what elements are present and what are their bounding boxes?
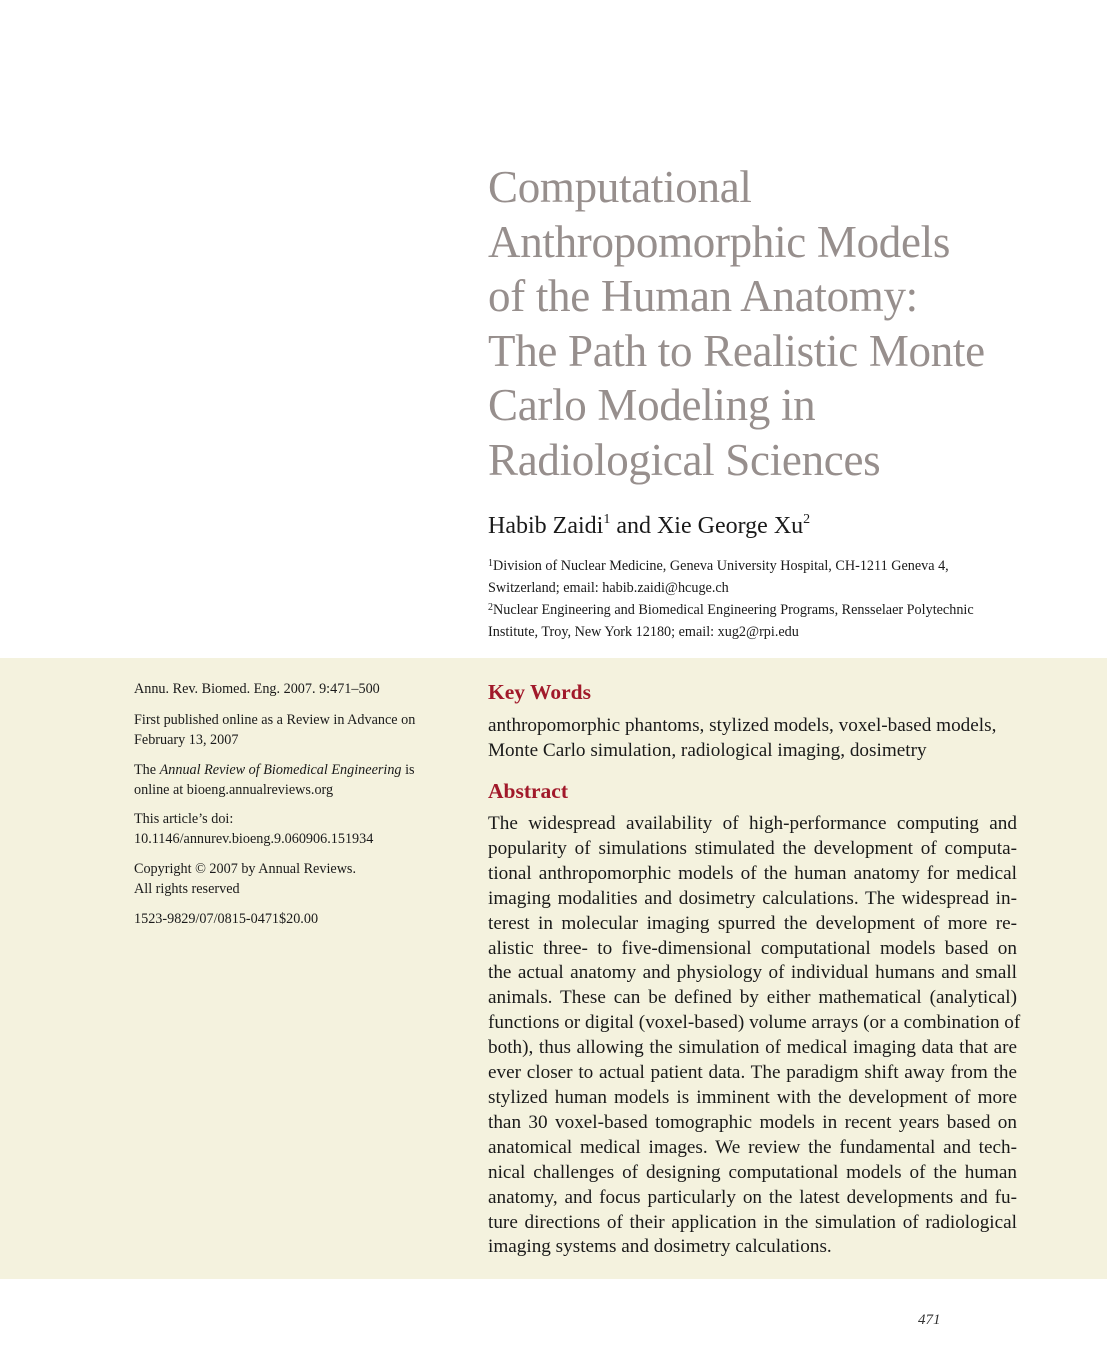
affiliation-text: Switzerland; email: habib.zaidi@hcuge.ch [488, 580, 729, 596]
copyright-info [134, 860, 454, 899]
abstract-line: animals. These can be defined by either mathematical (analytical) [488, 987, 1017, 1009]
journal-suffix: is [401, 762, 415, 778]
journal-url: online at bioeng.annualreviews.org [134, 781, 334, 798]
abstract-line: than 30 voxel-based tomographic models in recent years based on [488, 1111, 1017, 1133]
publication-info [134, 711, 454, 750]
affiliation-text: Nuclear Engineering and Biomedical Engineering Programs, Rensselaer Polytechnic [493, 602, 974, 618]
journal-line [134, 761, 454, 781]
abstract-line: The widespread availability of high-performance computing and [488, 813, 1017, 834]
key-words-line: anthropomorphic phantoms, stylized models, voxel-based models, [488, 715, 997, 736]
affiliation-marker: 1 [488, 558, 493, 569]
journal-prefix: The [134, 762, 160, 778]
author-name: Xie George Xu [656, 513, 804, 539]
abstract-line: anatomy, and focus particularly on the latest developments and fu- [488, 1186, 1017, 1208]
abstract-line: tional anthropomorphic models of the human anatomy for medical [488, 862, 1017, 884]
key-words-list [488, 714, 1017, 764]
author-connector: and [610, 513, 657, 539]
author-name: Habib Zaidi [488, 513, 604, 539]
title-line: Anthropomorphic Models [488, 216, 951, 267]
title-line: Radiological Sciences [488, 434, 881, 485]
abstract-line: imaging systems and dosimetry calculations. [488, 1236, 832, 1258]
published-text: First published online as a Review in Advance on [134, 712, 416, 728]
affiliation-text: Institute, Troy, New York 12180; email: xug2@rpi.edu [488, 624, 799, 640]
title-line: Carlo Modeling in [488, 380, 816, 430]
author-list [488, 510, 810, 546]
abstract-line: the actual anatomy and physiology of individual humans and small [488, 962, 1017, 984]
affiliation-marker: 2 [488, 602, 493, 613]
citation-text: Annu. Rev. Biomed. Eng. 2007. 9:471–500 [134, 681, 380, 697]
doi-value: 10.1146/annurev.bioeng.9.060906.151934 [134, 830, 374, 847]
affiliation [488, 556, 1028, 598]
key-words-heading: Key Words [488, 680, 591, 704]
abstract-line: terest in molecular imaging spurred the development of more re- [488, 912, 1017, 934]
affiliation-text: Division of Nuclear Medicine, Geneva University Hospital, CH-1211 Geneva 4, [493, 558, 949, 574]
title-line: of the Human Anatomy: [488, 271, 918, 321]
title-line: Computational [488, 162, 752, 212]
author-affiliation-marker: 1 [603, 512, 611, 527]
page-number: 471 [918, 1312, 941, 1328]
abstract-line: anatomical medical images. We review the fundamental and tech- [488, 1136, 1017, 1158]
published-date: February 13, 2007 [134, 731, 239, 748]
abstract-line: alistic three- to five-dimensional computational models based on [488, 937, 1017, 959]
citation-info [134, 680, 454, 700]
issn-info [134, 910, 454, 930]
abstract-body [488, 812, 1021, 1260]
issn-text: 1523-9829/07/0815-0471$20.00 [134, 911, 319, 927]
abstract-line: stylized human models is imminent with the development of more [488, 1086, 1017, 1108]
abstract-line: nical challenges of designing computational models of the human [488, 1161, 1017, 1183]
abstract-line: imaging modalities and dosimetry calculations. The widespread in- [488, 887, 1017, 909]
title-line: The Path to Realistic Monte [488, 325, 985, 376]
affiliation [488, 600, 1028, 642]
rights-text: All rights reserved [134, 880, 240, 897]
abstract-line: both), thus allowing the simulation of medical imaging data that are [488, 1037, 1017, 1059]
abstract-line: ever closer to actual patient data. The paradigm shift away from the [488, 1062, 1017, 1084]
journal-name: Annual Review of Biomedical Engineering [159, 762, 402, 778]
doi-info [134, 810, 454, 849]
abstract-heading: Abstract [488, 779, 569, 803]
article-title [488, 160, 1048, 487]
journal-info [134, 761, 454, 800]
copyright-text: Copyright © 2007 by Annual Reviews. [134, 861, 357, 877]
abstract-line: ture directions of their application in the simulation of radiological [488, 1211, 1017, 1233]
abstract-line: popularity of simulations stimulated the development of computa- [488, 837, 1017, 859]
author-affiliation-marker: 2 [803, 512, 811, 527]
abstract-line: functions or digital (voxel-based) volume arrays (or a combination of [488, 1012, 1021, 1034]
doi-label: This article’s doi: [134, 811, 234, 827]
key-words-line: Monte Carlo simulation, radiological imaging, dosimetry [488, 739, 927, 761]
